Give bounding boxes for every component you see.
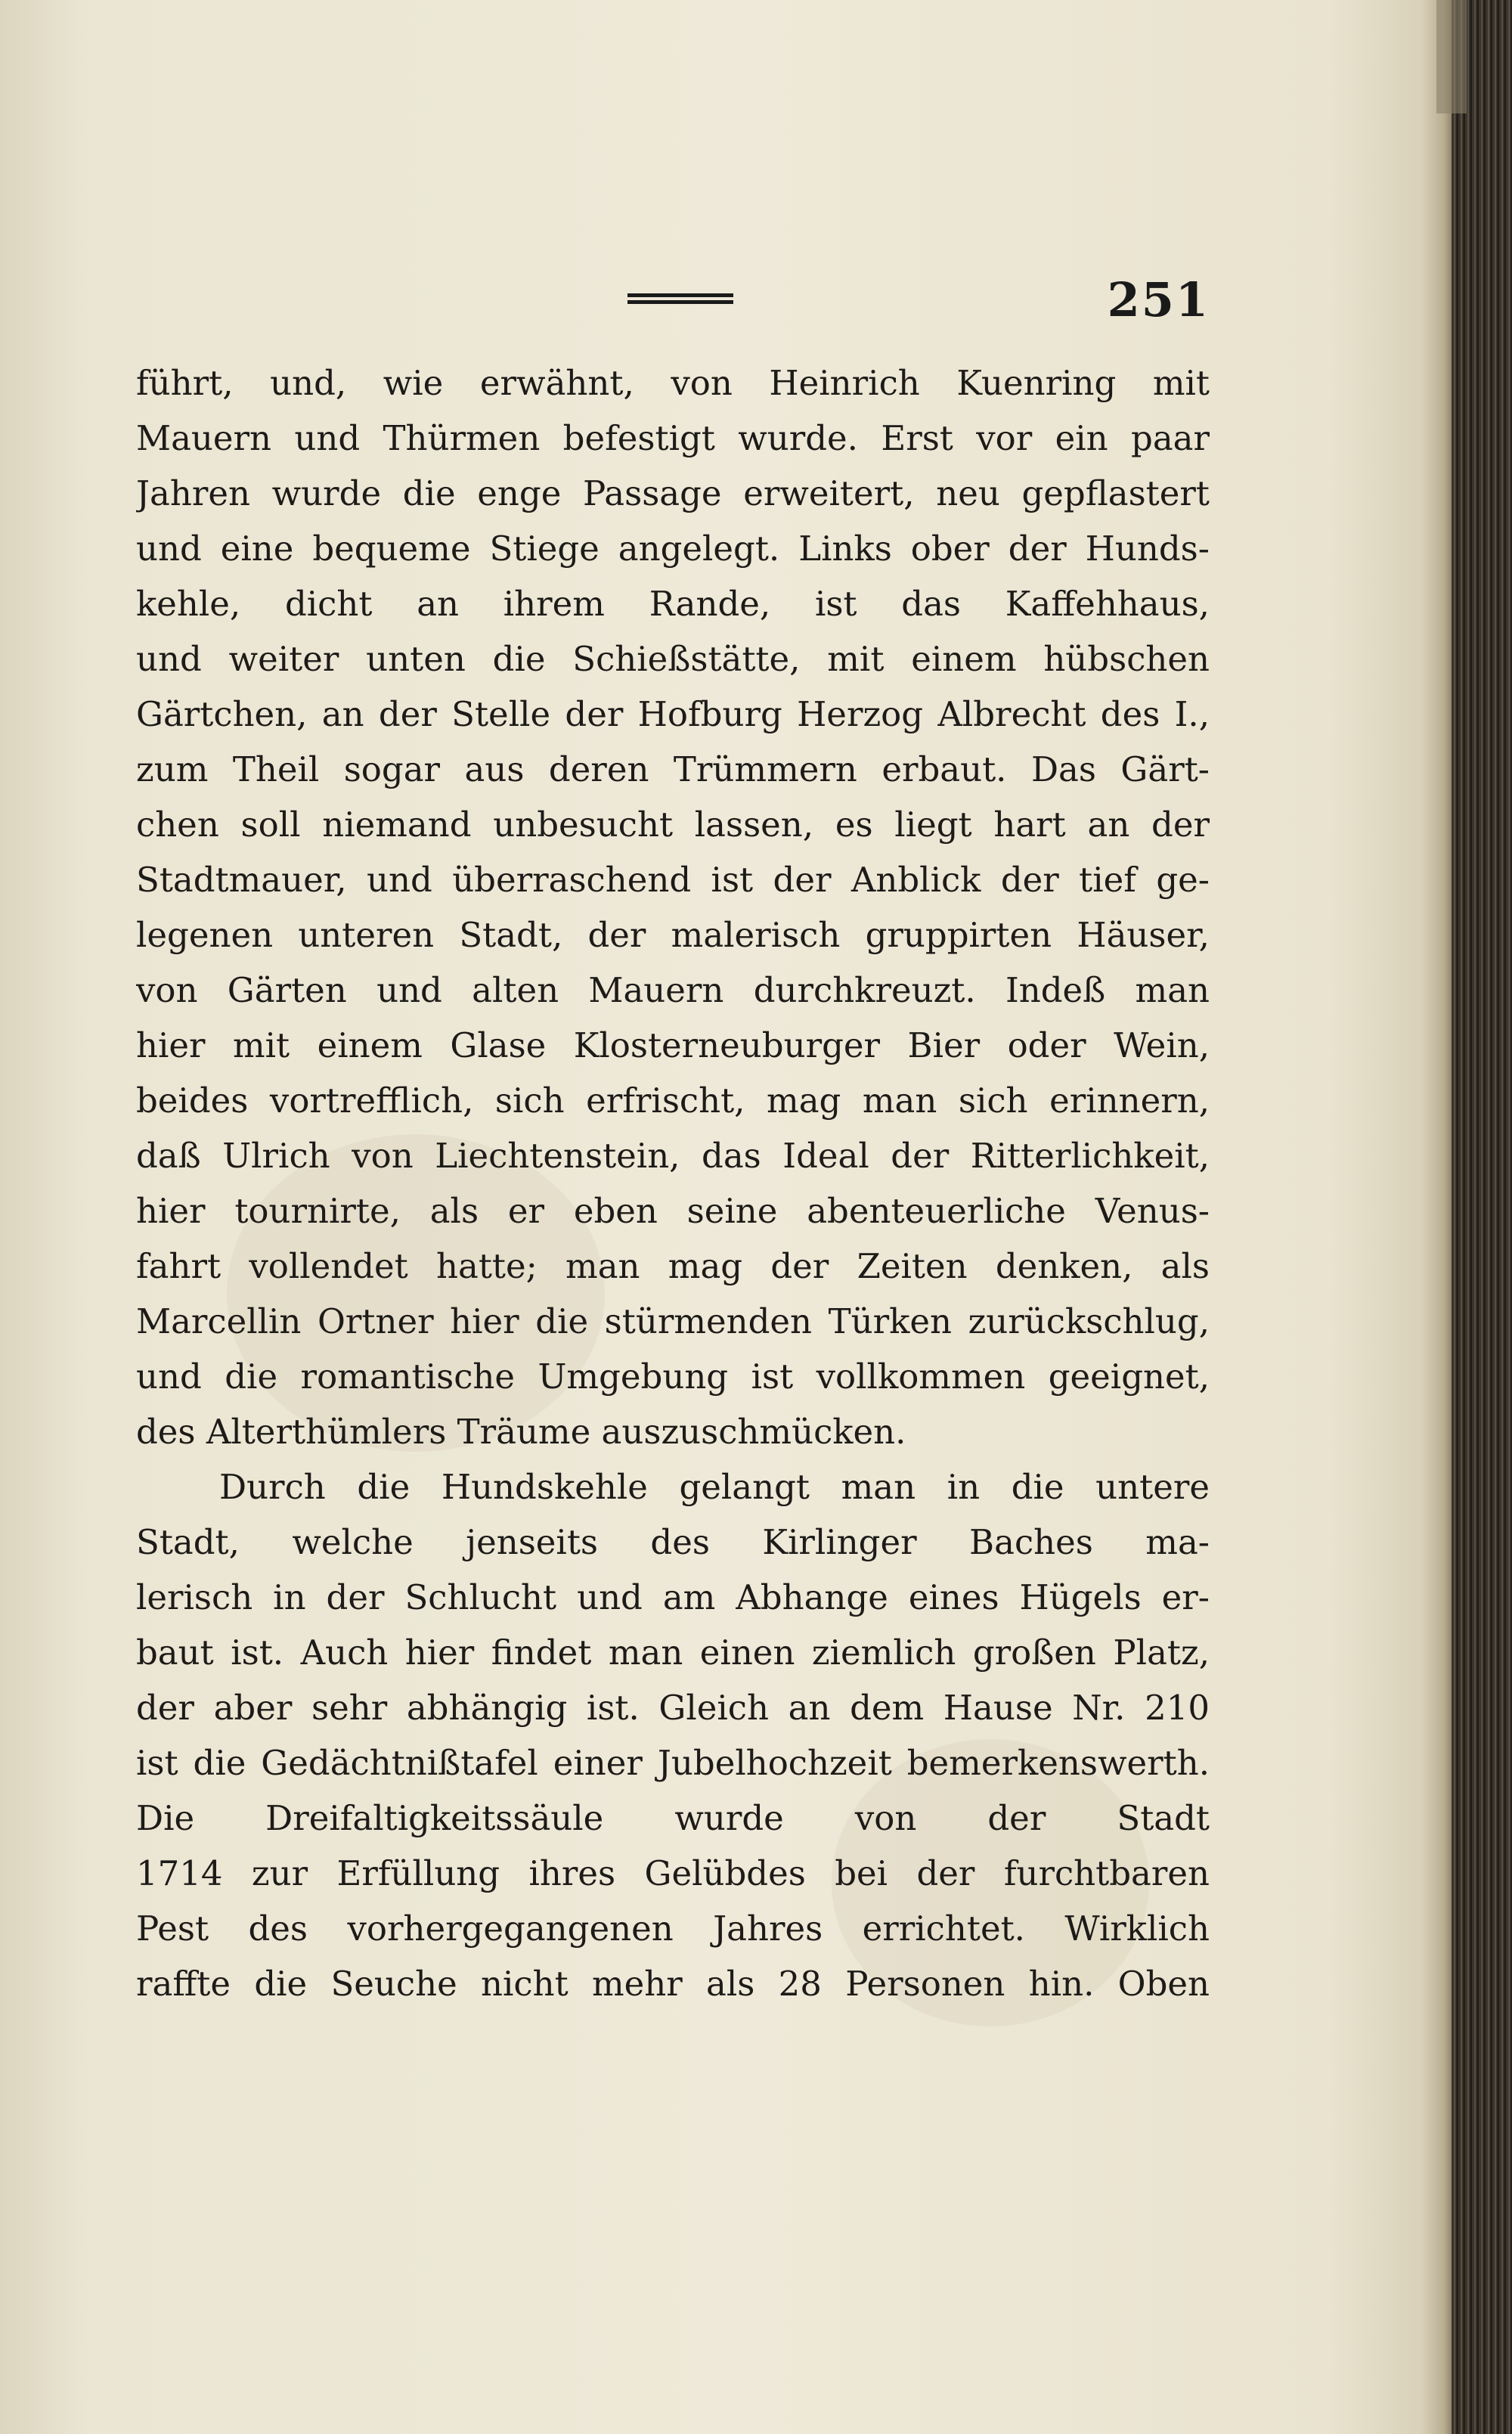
body-text xyxy=(136,355,1210,2011)
text-line: Durch die Hundskehle gelangt man in die untere xyxy=(219,1467,1210,1507)
text-line: Jahren wurde die enge Passage erweitert, neu gepflastert xyxy=(136,473,1210,513)
text-line: Stadtmauer, und überraschend ist der Anblick der tief ge- xyxy=(136,860,1210,900)
text-line: zum Theil sogar aus deren Trümmern erbaut. Das Gärt- xyxy=(136,749,1210,789)
text-line: Stadt, welche jenseits des Kirlinger Baches ma- xyxy=(136,1522,1210,1562)
page-edge-shadow xyxy=(1436,0,1467,113)
text-line: fahrt vollendet hatte; man mag der Zeiten denken, als xyxy=(136,1246,1210,1286)
text-line: und die romantische Umgebung ist vollkommen geeignet, xyxy=(136,1357,1210,1397)
text-line: daß Ulrich von Liechtenstein, das Ideal der Ritterlichkeit, xyxy=(136,1136,1210,1176)
text-line: der aber sehr abhängig ist. Gleich an dem Hause Nr. 210 xyxy=(136,1688,1210,1728)
text-line: Pest des vorhergegangenen Jahres errichtet. Wirklich xyxy=(136,1908,1210,1949)
text-line: und weiter unten die Schießstätte, mit einem hübschen xyxy=(136,639,1210,679)
text-line: Marcellin Ortner hier die stürmenden Türken zurückschlug, xyxy=(136,1301,1210,1341)
text-line: ist die Gedächtnißtafel einer Jubelhochzeit bemerkenswerth. xyxy=(136,1743,1210,1783)
text-line: kehle, dicht an ihrem Rande, ist das Kaffehhaus, xyxy=(136,584,1210,624)
text-line: und eine bequeme Stiege angelegt. Links ober der Hunds- xyxy=(136,529,1210,569)
text-line: des Alterthümlers Träume auszuschmücken. xyxy=(136,1412,906,1452)
text-line: führt, und, wie erwähnt, von Heinrich Kuenring mit xyxy=(136,363,1210,403)
text-line: Mauern und Thürmen befestigt wurde. Erst vor ein paar xyxy=(136,418,1210,458)
text-line: 1714 zur Erfüllung ihres Gelübdes bei der furchtbaren xyxy=(136,1853,1210,1893)
text-line: von Gärten und alten Mauern durchkreuzt. Indeß man xyxy=(136,970,1210,1010)
text-line: chen soll niemand unbesucht lassen, es liegt hart an der xyxy=(136,805,1210,845)
page-number: 251 xyxy=(1107,272,1210,327)
text-line: raffte die Seuche nicht mehr als 28 Personen hin. Oben xyxy=(136,1964,1210,2004)
text-line: hier tournirte, als er eben seine abenteuerliche Venus- xyxy=(136,1191,1210,1231)
text-line: legenen unteren Stadt, der malerisch gruppirten Häuser, xyxy=(136,915,1210,955)
page-header xyxy=(136,272,1210,325)
text-line: Gärtchen, an der Stelle der Hofburg Herzog Albrecht des I., xyxy=(136,694,1210,734)
header-rule xyxy=(627,293,733,304)
book-page-edges xyxy=(1452,0,1512,2434)
text-line: Die Dreifaltigkeitssäule wurde von der Stadt xyxy=(136,1798,1210,1838)
text-line: lerisch in der Schlucht und am Abhange eines Hügels er- xyxy=(136,1577,1210,1617)
text-line: beides vortrefflich, sich erfrischt, mag man sich erinnern, xyxy=(136,1081,1210,1121)
text-line: baut ist. Auch hier findet man einen ziemlich großen Platz, xyxy=(136,1632,1210,1673)
text-line: hier mit einem Glase Klosterneuburger Bier oder Wein, xyxy=(136,1025,1210,1065)
